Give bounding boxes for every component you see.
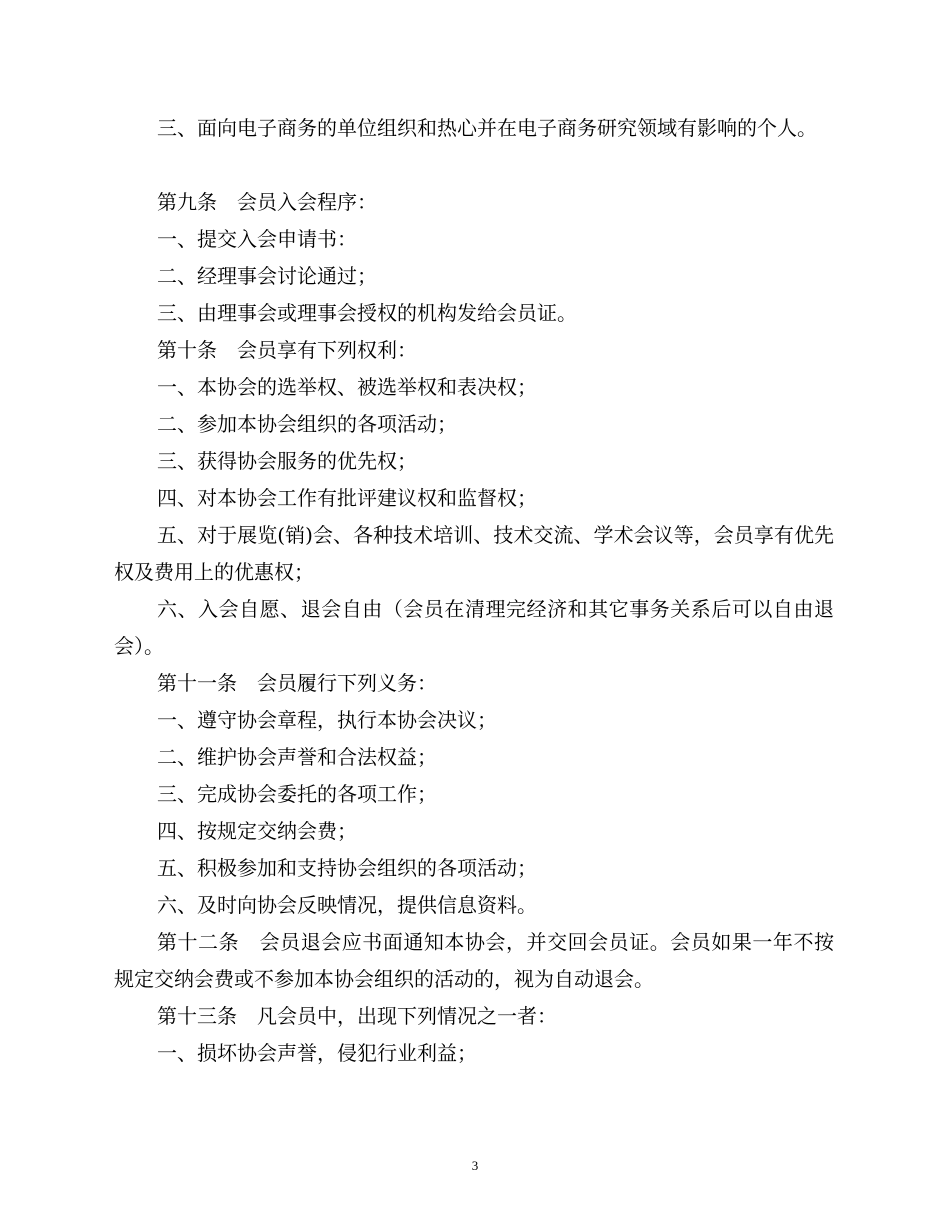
list-item: 一、损坏协会声誉，侵犯行业利益；	[157, 1041, 477, 1065]
list-item: 一、遵守协会章程，执行本协会决议；	[157, 708, 497, 732]
list-item: 六、入会自愿、退会自由（会员在清理完经济和其它事务关系后可以自由退会）。	[114, 597, 834, 658]
list-item: 一、本协会的选举权、被选举权和表决权；	[157, 375, 537, 399]
article-paragraph: 第十二条 会员退会应书面通知本协会，并交回会员证。会员如果一年不按规定交纳会费或不参加本协会组织的活动的，视为自动退会。	[114, 930, 834, 991]
article-heading: 第十条 会员享有下列权利：	[157, 338, 417, 362]
list-item: 一、提交入会申请书：	[157, 227, 357, 251]
list-item: 六、及时向协会反映情况，提供信息资料。	[157, 893, 537, 917]
page-number: 3	[471, 1158, 479, 1173]
list-item: 三、获得协会服务的优先权；	[157, 449, 417, 473]
paragraph: 三、面向电子商务的单位组织和热心并在电子商务研究领域有影响的个人。	[157, 116, 817, 140]
list-item: 五、积极参加和支持协会组织的各项活动；	[157, 856, 537, 880]
list-item: 四、对本协会工作有批评建议权和监督权；	[157, 486, 537, 510]
list-item: 二、参加本协会组织的各项活动；	[157, 412, 457, 436]
article-heading: 第九条 会员入会程序：	[157, 190, 377, 214]
list-item: 二、维护协会声誉和合法权益；	[157, 745, 437, 769]
blank-line	[114, 147, 834, 184]
list-item: 三、由理事会或理事会授权的机构发给会员证。	[157, 301, 577, 325]
list-item: 四、按规定交纳会费；	[157, 819, 357, 843]
list-item: 二、经理事会讨论通过；	[157, 264, 377, 288]
list-item: 三、完成协会委托的各项工作；	[157, 782, 437, 806]
document-body	[114, 110, 834, 1072]
article-heading: 第十一条 会员履行下列义务：	[157, 671, 437, 695]
article-heading: 第十三条 凡会员中，出现下列情况之一者：	[157, 1004, 557, 1028]
list-item: 五、对于展览(销)会、各种技术培训、技术交流、学术会议等，会员享有优先权及费用上的优惠权；	[114, 523, 834, 584]
